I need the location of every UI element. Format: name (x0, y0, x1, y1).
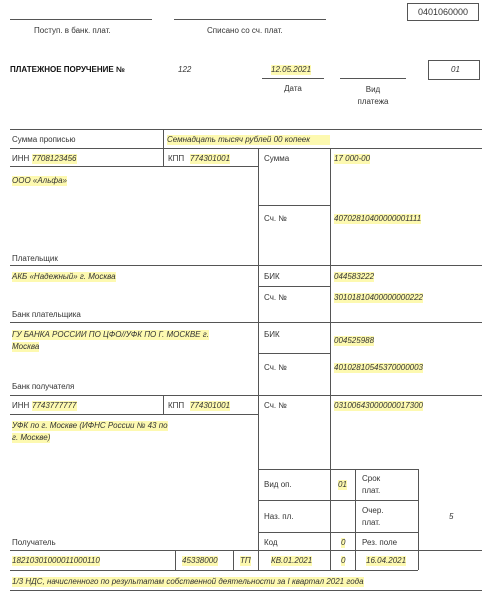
grid-line (330, 148, 331, 550)
payer-role-label: Плательщик (12, 254, 58, 263)
payee-bank-name-line2: Москва (12, 342, 40, 351)
tax-basis: ТП (240, 556, 251, 565)
tax-oktmo: 45338000 (182, 556, 218, 565)
payer-kpp: 774301001 (190, 154, 231, 163)
grid-line (258, 353, 330, 354)
date-label: Дата (284, 84, 302, 93)
amount-words: Семнадцать тысяч рублей 00 копеек (167, 135, 330, 145)
grid-line (258, 205, 330, 206)
payer-bank-account-label: Сч. № (264, 293, 287, 302)
grid-line (233, 550, 234, 570)
grid-line (258, 286, 330, 287)
payer-sum-label: Сумма (264, 154, 290, 163)
op-type: 01 (338, 480, 347, 489)
payer-bank-name: АКБ «Надежный» г. Москва (12, 272, 116, 281)
tax-period: КВ.01.2021 (271, 556, 313, 565)
payer-inn: 7708123456 (32, 154, 77, 163)
grid-line (10, 550, 482, 551)
payee-account-label: Сч. № (264, 401, 287, 410)
payee-bank-bik: 004525988 (334, 336, 375, 345)
grid-line (10, 395, 482, 396)
grid-line (163, 395, 164, 414)
grid-line (355, 469, 356, 550)
tax-doc-date: 16.04.2021 (366, 556, 407, 565)
grid-line (163, 148, 164, 166)
received-line (10, 19, 152, 20)
payer-bank-role-label: Банк плательщика (12, 310, 81, 319)
payer-bank-bik: 044583222 (334, 272, 375, 281)
grid-line (10, 148, 482, 149)
grid-line (258, 469, 418, 470)
date-line (262, 78, 324, 79)
code-value: 0 (341, 538, 346, 547)
purpose-code-label: Наз. пл. (264, 512, 294, 521)
payee-inn: 7743777777 (32, 401, 77, 410)
payment-number: 122 (178, 65, 192, 74)
grid-line (10, 590, 482, 591)
payment-order: 5 (449, 512, 454, 521)
grid-line (10, 570, 418, 571)
tax-kbk: 18210301000011000110 (12, 556, 100, 565)
payment-purpose: 1/3 НДС, начисленного по результатам собственной деятельности за I квартал 2021 года (12, 577, 364, 586)
payer-account-label: Сч. № (264, 214, 287, 223)
payer-sum: 17 000-00 (334, 154, 371, 163)
grid-line (10, 322, 482, 323)
tax-doc-number: 0 (341, 556, 346, 565)
due-label-1: Срок (362, 474, 381, 483)
grid-line (10, 166, 258, 167)
payment-type-line (340, 78, 406, 79)
payee-account: 03100643000000017300 (334, 401, 423, 410)
amount-words-label: Сумма прописью (12, 135, 76, 144)
grid-line (163, 129, 164, 148)
payer-kpp-label: КПП (168, 154, 185, 163)
grid-line (258, 532, 418, 533)
grid-line (10, 129, 482, 130)
payee-bank-account: 40102810545370000003 (334, 363, 423, 372)
payer-inn-label: ИНН (12, 154, 30, 163)
payee-inn-label: ИНН (12, 401, 30, 410)
payee-role-label: Получатель (12, 538, 56, 547)
grid-line (175, 550, 176, 570)
debited-line (174, 19, 326, 20)
form-title: ПЛАТЕЖНОЕ ПОРУЧЕНИЕ № (10, 65, 125, 74)
payee-bank-name-line1: ГУ БАНКА РОССИИ ПО ЦФО//УФК ПО Г. МОСКВЕ г. (12, 330, 209, 339)
payee-name-line2: г. Москве) (12, 433, 51, 442)
op-type-label: Вид оп. (264, 480, 292, 489)
grid-line (258, 500, 418, 501)
code-label: Код (264, 538, 278, 547)
payer-bank-account: 30101810400000000222 (334, 293, 423, 302)
grid-line (10, 414, 258, 415)
payee-bank-role-label: Банк получателя (12, 382, 75, 391)
order-label-1: Очер. (362, 506, 384, 515)
status-code: 01 (451, 65, 460, 74)
payee-bank-account-label: Сч. № (264, 363, 287, 372)
grid-line (355, 550, 356, 570)
grid-line (258, 148, 259, 550)
payee-kpp-label: КПП (168, 401, 185, 410)
payee-name-line1: УФК по г. Москве (ИФНС России № 43 по (12, 421, 168, 430)
payment-date: 12.05.2021 (271, 65, 312, 74)
grid-line (330, 550, 331, 570)
payer-account: 40702810400000001111 (334, 214, 422, 223)
payee-bank-bik-label: БИК (264, 330, 280, 339)
reserve-label: Рез. поле (362, 538, 398, 547)
due-label-2: плат. (362, 486, 381, 495)
order-label-2: плат. (362, 518, 381, 527)
payer-name: ООО «Альфа» (12, 176, 67, 185)
grid-line (258, 550, 259, 570)
payee-kpp: 774301001 (190, 401, 231, 410)
payer-bank-bik-label: БИК (264, 272, 280, 281)
grid-line (10, 265, 482, 266)
debited-label: Списано со сч. плат. (207, 26, 283, 35)
received-label: Поступ. в банк. плат. (34, 26, 111, 35)
grid-line (418, 469, 419, 570)
payment-type-label: Вид платежа (357, 85, 389, 106)
form-code: 0401060000 (417, 7, 469, 17)
